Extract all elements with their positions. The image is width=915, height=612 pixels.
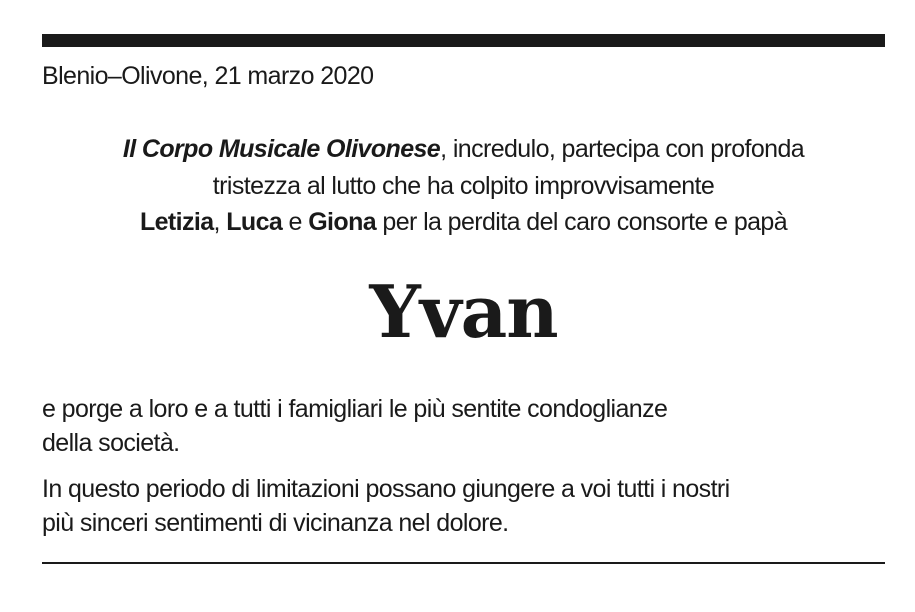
intro-paragraph [42, 131, 885, 241]
intro-line-3 [42, 204, 885, 241]
condolence-line-2: della società. [42, 429, 180, 457]
separator-2: e [282, 208, 309, 236]
closing-line-1: In questo periodo di limitazioni possano giungere a voi tutti i nostri [42, 475, 730, 503]
separator-1: , [213, 208, 227, 236]
deceased-name: Yvan [369, 269, 558, 354]
bottom-rule [42, 562, 885, 564]
dateline: Blenio–Olivone, 21 marzo 2020 [42, 62, 374, 90]
closing-line-2: più sinceri sentimenti di vicinanza nel dolore. [42, 509, 509, 537]
intro-line-2: tristezza al lutto che ha colpito improvvisamente [212, 171, 715, 200]
family-name-giona: Giona [308, 208, 377, 236]
family-name-luca: Luca [226, 208, 283, 236]
condolence-line-1: e porge a loro e a tutti i famigliari le più sentite condoglianze [42, 395, 668, 423]
condolence-paragraph [42, 392, 885, 460]
organization-name: Il Corpo Musicale Olivonese [122, 135, 441, 163]
intro-text-1: , incredulo, partecipa con profonda [440, 135, 805, 163]
intro-text-3: per la perdita del caro consorte e papà [376, 208, 788, 236]
intro-line-1 [42, 131, 885, 168]
family-name-letizia: Letizia [139, 208, 214, 236]
closing-paragraph [42, 472, 885, 540]
top-rule [42, 34, 885, 47]
